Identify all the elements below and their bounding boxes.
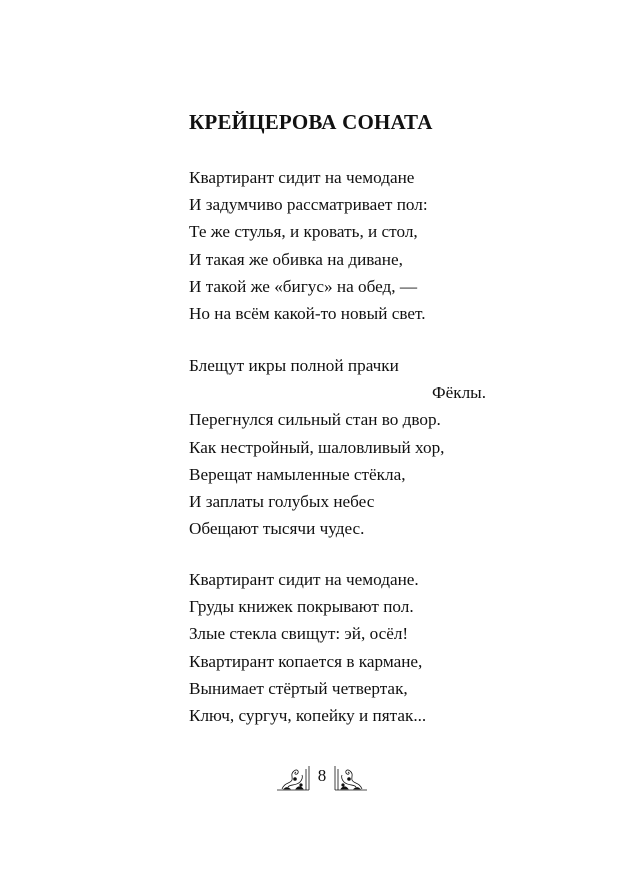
verse-line: Как нестройный, шаловливый хор, <box>189 437 445 457</box>
poem-title: КРЕЙЦЕРОВА СОНАТА <box>189 110 433 134</box>
verse-line: Груды книжек покрывают пол. <box>189 597 414 617</box>
verse-line: Блещут икры полной прачки <box>189 356 399 375</box>
verse-line: И задумчиво рассматривает пол: <box>189 195 428 215</box>
page-number: 8 <box>317 766 327 785</box>
page-footer <box>276 760 368 794</box>
verse-line: Верещат намыленные стёкла, <box>189 464 406 484</box>
verse-line: Те же стулья, и кровать, и стол, <box>189 222 418 242</box>
verse-line: Перегнулся сильный стан во двор. <box>189 410 441 430</box>
stanza-3 <box>189 566 489 729</box>
verse-line: Квартирант сидит на чемодане <box>189 168 415 187</box>
verse-line: Вынимает стёртый четвертак, <box>189 678 408 698</box>
stanza-2 <box>189 352 489 542</box>
verse-line: И такая же обивка на диване, <box>189 249 403 269</box>
verse-line: И такой же «бигус» на обед, — <box>189 276 418 296</box>
stanza-1 <box>189 164 489 327</box>
verse-line: Злые стекла свищут: эй, осёл! <box>189 624 409 644</box>
verse-line: Квартирант копается в кармане, <box>189 651 423 671</box>
verse-line-continuation: Фёклы. <box>432 383 486 403</box>
verse-line: Но на всём какой-то новый свет. <box>189 303 426 323</box>
floral-ornament-icon <box>334 760 368 794</box>
verse-line: Ключ, сургуч, копейку и пятак... <box>189 705 427 725</box>
verse-line: И заплаты голубых небес <box>189 491 375 511</box>
verse-line: Обещают тысячи чудес. <box>189 519 365 539</box>
verse-line: Квартирант сидит на чемодане. <box>189 570 419 589</box>
floral-ornament-icon <box>276 760 310 794</box>
